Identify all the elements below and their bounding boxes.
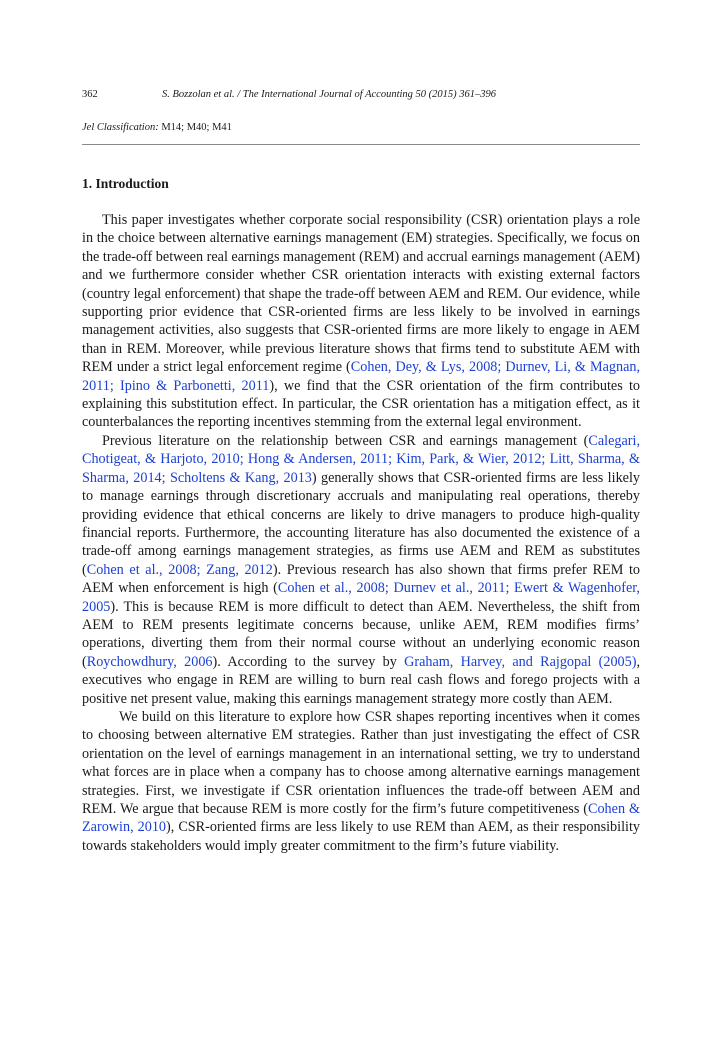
citation-link[interactable]: Cohen & Zarowin, 2010 [82, 801, 641, 836]
citation-link[interactable]: Roychowdhury, 2006 [86, 653, 213, 670]
paragraph-text: , executives who engage in REM are willing to burn real cash flows and forego projects with a positive net present value, making this earnings management strategy more costly than AEM. [82, 653, 641, 707]
jel-codes: M14; M40; M41 [158, 122, 232, 133]
citation-link[interactable]: Calegari, Chotigeat, & Harjoto, 2010; Hong & Andersen, 2011; Kim, Park, & Wier, 2012; Litt, Sharma, & Sharma, 2014; Scholtens & Kang, 2013 [82, 432, 640, 486]
paragraph-1 [82, 211, 640, 432]
section-heading: 1. Introduction [82, 176, 169, 191]
jel-classification [82, 121, 232, 135]
paragraph-text: This paper investigates whether corporate social responsibility (CSR) orientation plays a role in the choice between alternative earnings management (EM) strategies. Specifically, we focus on the trade-off between real earnings management (REM) and accrual earnings management (AEM) and we furthermore consider whether CSR orientation interacts with existing external factors (country legal enforcement) that shape the trade-off between AEM and REM. Our evidence, while supporting prior evidence that CSR-oriented firms are less likely to be involved in earnings management activities, also suggests that CSR-oriented firms are more likely to engage in AEM than in REM. Moreover, while previous literature shows that firms tend to substitute AEM with REM under a strict legal enforcement regime ( [82, 212, 640, 376]
page-number: 362 [82, 89, 98, 100]
citation-link[interactable]: Cohen, Dey, & Lys, 2008; Durnev, Li, & Magnan, 2011; Ipino & Parbonetti, 2011 [82, 359, 641, 394]
page-header [82, 88, 640, 102]
paragraph-text: We build on this literature to explore how CSR shapes reporting incentives when it comes to choosing between alternative EM strategies. Rather than just investigating the effect of CSR orientation on the level of earnings management in an international setting, we try to understand what forces are in place when a company has to choose among alternative earnings management strategies. First, we investigate if CSR orientation influences the trade-off between AEM and REM. We argue that because REM is more costly for the firm’s future competitiveness ( [82, 708, 640, 817]
article-body [82, 211, 640, 855]
jel-label: Jel Classification: [82, 122, 159, 133]
paragraph-text: ). According to the survey by [212, 653, 405, 670]
header-divider [82, 144, 640, 145]
paragraph-text: Previous literature on the relationship between CSR and earnings management ( [102, 432, 589, 449]
paragraph-text: ) generally shows that CSR-oriented firms are less likely to manage earnings through discretionary accruals and manipulating real operations, thereby providing evidence that ethical concerns are likely to drive managers to produce high-quality financial reports. Furthermore, the accounting literature has also documented the existence of a trade-off among earnings management strategies, as firms use AEM and REM as substitutes ( [82, 469, 640, 578]
running-head: S. Bozzolan et al. / The International Journal of Accounting 50 (2015) 361–396 [162, 89, 497, 100]
citation-link[interactable]: Cohen et al., 2008; Durnev et al., 2011; Ewert & Wagenhofer, 2005 [82, 580, 640, 615]
paragraph-3 [82, 708, 640, 855]
paragraph-text: ), we find that the CSR orientation of the firm contributes to explaining this substitution effect. In particular, the CSR orientation has a mitigation effect, as it counterbalances the reporting incentives stemming from the external legal environment. [82, 377, 640, 431]
citation-link[interactable]: Cohen et al., 2008; Zang, 2012 [86, 561, 273, 578]
paragraph-text: ), CSR-oriented firms are less likely to use REM than AEM, as their responsibility towards stakeholders would imply greater commitment to the firm’s future viability. [82, 819, 640, 854]
paragraph-2 [82, 432, 640, 708]
citation-link[interactable]: Graham, Harvey, and Rajgopal (2005) [404, 653, 637, 670]
paragraph-text: ). Previous research has also shown that firms prefer REM to AEM when enforcement is high ( [82, 561, 640, 597]
paragraph-text: ). This is because REM is more difficult to detect than AEM. Nevertheless, the shift from AEM to REM presents legitimate concerns because, unlike AEM, REM modifies firms’ operations, diverting them from their normal course without an underlying economic reason ( [82, 598, 640, 670]
